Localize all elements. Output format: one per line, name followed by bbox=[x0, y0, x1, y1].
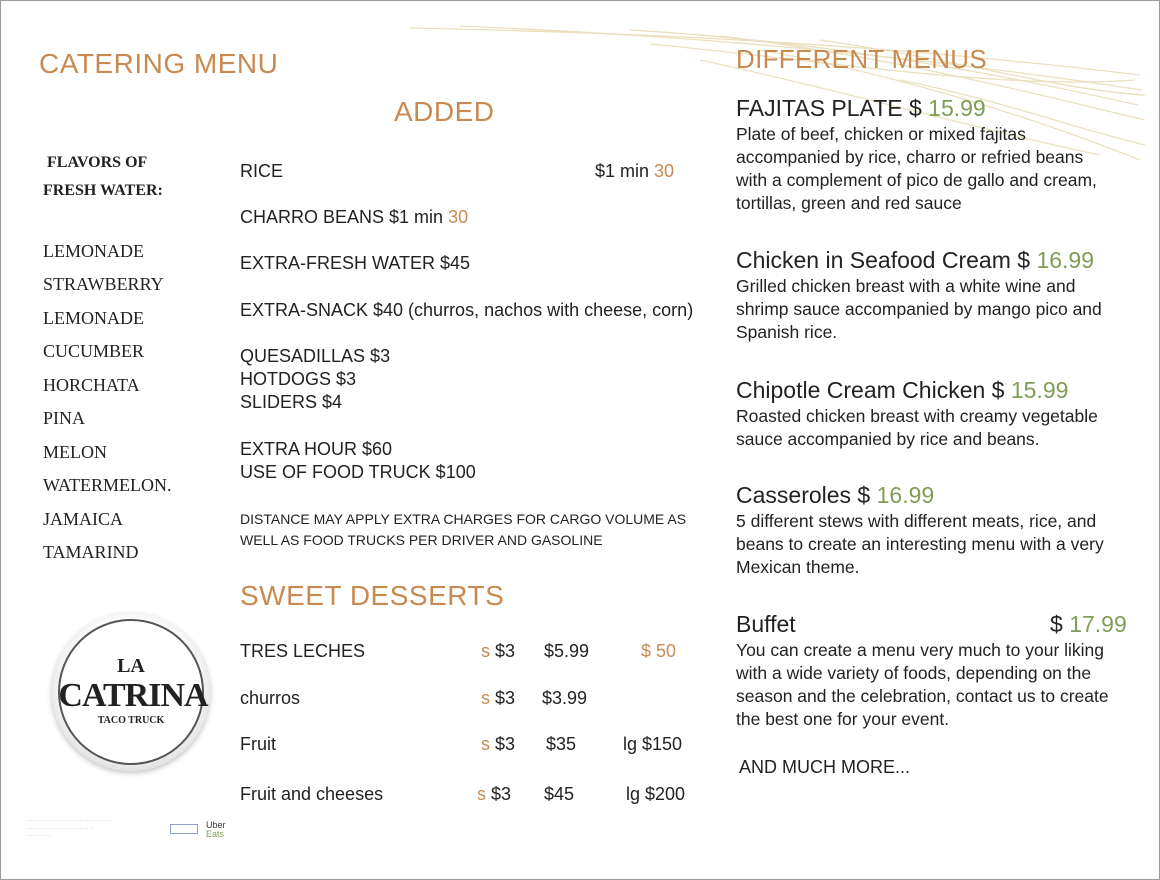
dish-description bbox=[736, 275, 1102, 344]
dessert-large-price: lg $150 bbox=[623, 734, 683, 754]
price-s: $3 bbox=[495, 641, 516, 661]
dish-price: 15.99 bbox=[1010, 377, 1069, 403]
flavor-item: PINA bbox=[43, 408, 86, 428]
flavors-heading: FLAVORS OF bbox=[47, 154, 148, 171]
dish-desc-line: You can create a menu very much to your liking bbox=[736, 640, 1105, 660]
dish-desc-line: shrimp sauce accompanied by mango pico and bbox=[736, 299, 1102, 319]
dessert-name: Fruit and cheeses bbox=[240, 784, 384, 804]
flavor-item: JAMAICA bbox=[43, 509, 124, 529]
dish-price: 16.99 bbox=[1036, 247, 1095, 273]
dessert-small-price bbox=[481, 734, 515, 755]
charro-label: CHARRO BEANS $1 min bbox=[240, 207, 444, 227]
dessert-mid-price: $5.99 bbox=[544, 641, 590, 661]
hotdogs: HOTDOGS $3 bbox=[240, 369, 357, 389]
dessert-small-price bbox=[481, 641, 515, 662]
rice-min: 30 bbox=[654, 161, 675, 181]
uber-label: Uber bbox=[206, 820, 226, 830]
charro-beans bbox=[240, 207, 468, 228]
dish-description bbox=[736, 639, 1109, 731]
footer-fine-print-3: · · · · · · · · · · · bbox=[26, 833, 52, 838]
dish-desc-line: season and the celebration, contact us to create bbox=[736, 686, 1109, 706]
facebook-badge-icon bbox=[170, 824, 198, 834]
dish-desc-line: with a wide variety of foods, depending on the bbox=[736, 663, 1092, 683]
dish-desc-line: Roasted chicken breast with creamy vegetable bbox=[736, 406, 1098, 426]
flavor-item: STRAWBERRY bbox=[43, 274, 164, 294]
flavor-item: MELON bbox=[43, 442, 107, 462]
rice-label: RICE bbox=[240, 161, 284, 181]
flavor-item: TAMARIND bbox=[43, 542, 139, 562]
dessert-large-price: $ 50 bbox=[641, 641, 677, 661]
logo-catrina: CATRINA bbox=[58, 677, 208, 714]
dessert-small-price bbox=[481, 688, 515, 709]
dessert-name: churros bbox=[240, 688, 301, 708]
dish-desc-line: Grilled chicken breast with a white wine and bbox=[736, 276, 1076, 296]
quesadillas: QUESADILLAS $3 bbox=[240, 346, 391, 366]
dish-title-text: Casseroles $ bbox=[736, 482, 871, 508]
desserts-heading: SWEET DESSERTS bbox=[240, 580, 505, 611]
dish-description bbox=[736, 510, 1104, 579]
rice-price-text: $1 min bbox=[595, 161, 650, 181]
dish-desc-line: with a complement of pico de gallo and cream, bbox=[736, 170, 1097, 190]
dish-desc-line: Spanish rice. bbox=[736, 322, 838, 342]
dish-title-text: FAJITAS PLATE $ bbox=[736, 95, 922, 121]
dessert-mid-price: $3.99 bbox=[542, 688, 588, 708]
size-s: s bbox=[481, 641, 490, 661]
la-catrina-logo bbox=[52, 613, 210, 771]
price-s: $3 bbox=[495, 734, 516, 754]
food-truck: USE OF FOOD TRUCK $100 bbox=[240, 462, 476, 482]
size-s: s bbox=[477, 784, 486, 804]
rice-price bbox=[595, 161, 674, 182]
extra-water: EXTRA-FRESH WATER $45 bbox=[240, 253, 471, 273]
distance-note-2: WELL AS FOOD TRUCKS PER DRIVER AND GASOLINE bbox=[240, 532, 603, 548]
size-s: s bbox=[481, 688, 490, 708]
dish-price: 15.99 bbox=[928, 95, 986, 121]
footer-fine-print-1: · · · · · · · · · · · · · · · · · · · · · · · · · · · · · · · · · · · bbox=[26, 818, 111, 823]
flavor-item: HORCHATA bbox=[43, 375, 140, 395]
much-more-text: AND MUCH MORE... bbox=[739, 757, 910, 777]
dish-desc-line: Plate of beef, chicken or mixed fajitas bbox=[736, 124, 1026, 144]
dish-desc-line: the best one for your event. bbox=[736, 709, 950, 729]
dish-description bbox=[736, 405, 1098, 451]
flavor-item: LEMONADE bbox=[43, 241, 144, 261]
dish-title-text: Chicken in Seafood Cream $ bbox=[736, 247, 1031, 273]
uber-eats-logo bbox=[206, 821, 226, 839]
dessert-name: TRES LECHES bbox=[240, 641, 366, 661]
flavor-item: WATERMELON. bbox=[43, 475, 172, 495]
flavor-item: CUCUMBER bbox=[43, 341, 145, 361]
page-title: CATERING MENU bbox=[39, 48, 279, 79]
dish-desc-line: accompanied by rice, charro or refried beans bbox=[736, 147, 1084, 167]
dish-desc-line: sauce accompanied by rice and beans. bbox=[736, 429, 1040, 449]
distance-note-1: DISTANCE MAY APPLY EXTRA CHARGES FOR CARGO VOLUME AS bbox=[240, 511, 687, 527]
dish-desc-line: 5 different stews with different meats, rice, and bbox=[736, 511, 1097, 531]
dish-price-prefix: $ bbox=[1050, 611, 1063, 637]
size-s: s bbox=[481, 734, 490, 754]
dish-title bbox=[736, 482, 934, 509]
logo-ring bbox=[58, 619, 208, 765]
dish-title bbox=[736, 377, 1068, 404]
dish-title: Buffet bbox=[736, 611, 796, 637]
dish-desc-line: beans to create an interesting menu with a very bbox=[736, 534, 1104, 554]
dish-price: 17.99 bbox=[1069, 611, 1127, 637]
different-menus-heading: DIFFERENT MENUS bbox=[736, 44, 988, 74]
dessert-name: Fruit bbox=[240, 734, 276, 754]
extra-snack: EXTRA-SNACK $40 (churros, nachos with cheese, corn) bbox=[240, 300, 694, 320]
dish-description bbox=[736, 123, 1097, 215]
dish-desc-line: tortillas, green and red sauce bbox=[736, 193, 962, 213]
flavors-heading-2: FRESH WATER: bbox=[43, 182, 163, 199]
footer-fine-print-2: · · · · · · · · · · · · · · · · · · · · · · · · · · · · bbox=[26, 826, 94, 831]
eats-label: Eats bbox=[206, 829, 225, 839]
dish-desc-line: Mexican theme. bbox=[736, 557, 860, 577]
dish-title bbox=[736, 247, 1094, 274]
extra-hour: EXTRA HOUR $60 bbox=[240, 439, 393, 459]
sliders: SLIDERS $4 bbox=[240, 392, 343, 412]
dish-title bbox=[736, 95, 986, 122]
dessert-mid-price: $45 bbox=[544, 784, 575, 804]
dish-price: 16.99 bbox=[876, 482, 935, 508]
dish-price-block bbox=[1050, 611, 1127, 638]
dish-title-text: Chipotle Cream Chicken $ bbox=[736, 377, 1005, 403]
price-s: $3 bbox=[491, 784, 512, 804]
logo-taco-truck: TACO TRUCK bbox=[97, 715, 165, 726]
added-heading: ADDED bbox=[394, 96, 495, 127]
logo-la: LA bbox=[117, 655, 145, 677]
price-s: $3 bbox=[495, 688, 516, 708]
dessert-mid-price: $35 bbox=[546, 734, 577, 754]
dessert-large-price: lg $200 bbox=[626, 784, 686, 804]
dessert-small-price bbox=[477, 784, 511, 805]
flavor-item: LEMONADE bbox=[43, 308, 144, 328]
charro-min: 30 bbox=[448, 207, 469, 227]
